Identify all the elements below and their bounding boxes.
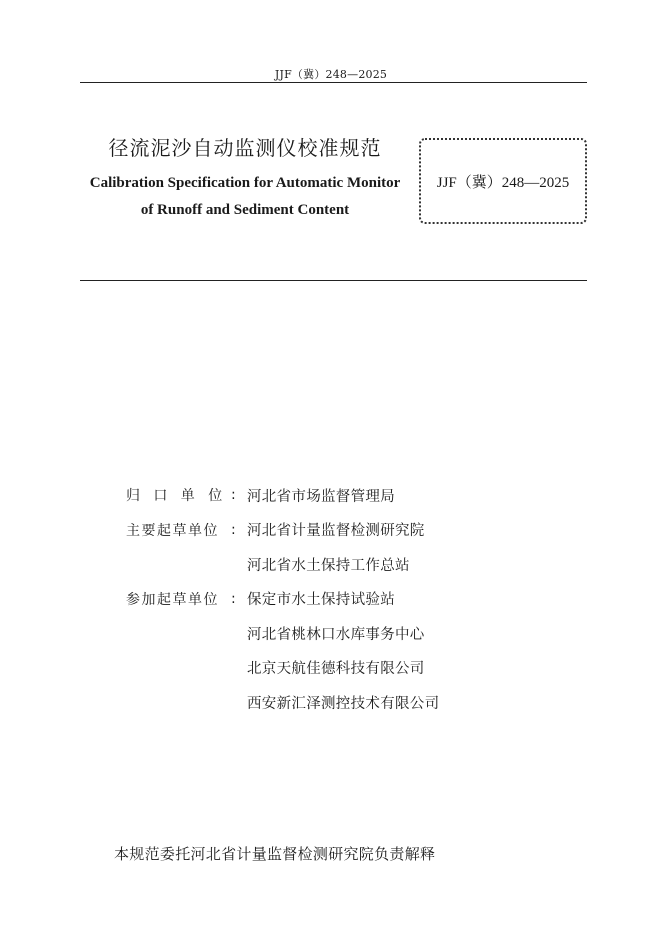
standard-code-box xyxy=(419,138,587,224)
unit-row xyxy=(126,616,586,651)
interpretation-note: 本规范委托河北省计量监督检测研究院负责解释 xyxy=(114,845,436,863)
title-block xyxy=(78,132,412,219)
unit-value: 河北省水土保持工作总站 xyxy=(247,557,410,574)
drafting-units-list xyxy=(126,478,586,720)
unit-value: 西安新汇泽测控技术有限公司 xyxy=(247,695,440,712)
unit-label: 主要起草单位 xyxy=(126,522,219,539)
standard-code-text: JJF（冀）248—2025 xyxy=(436,174,570,191)
unit-row xyxy=(126,478,586,513)
unit-value: 河北省计量监督检测研究院 xyxy=(247,523,425,540)
header-standard-code: JJF（冀）248—2025 xyxy=(274,68,388,81)
title-english-line-1: Calibration Specification for Automatic Monitor xyxy=(89,175,401,191)
header-divider xyxy=(80,82,587,83)
title-english-line-2: of Runoff and Sediment Content xyxy=(140,202,350,218)
unit-row xyxy=(126,685,586,720)
title-divider xyxy=(80,280,587,281)
unit-value: 河北省桃林口水库事务中心 xyxy=(247,626,425,643)
unit-colon: : xyxy=(231,590,236,607)
unit-value: 河北省市场监督管理局 xyxy=(247,488,395,505)
unit-value: 北京天航佳德科技有限公司 xyxy=(247,661,425,678)
unit-value: 保定市水土保持试验站 xyxy=(247,592,395,609)
unit-colon: : xyxy=(231,487,236,504)
unit-colon: : xyxy=(231,521,236,538)
unit-row xyxy=(126,547,586,582)
unit-row xyxy=(126,651,586,686)
unit-label: 参加起草单位 xyxy=(126,591,219,608)
unit-row xyxy=(126,513,586,548)
unit-label: 归 口 单 位 xyxy=(126,488,224,505)
unit-row xyxy=(126,582,586,617)
title-chinese: 径流泥沙自动监测仪校准规范 xyxy=(108,136,382,160)
